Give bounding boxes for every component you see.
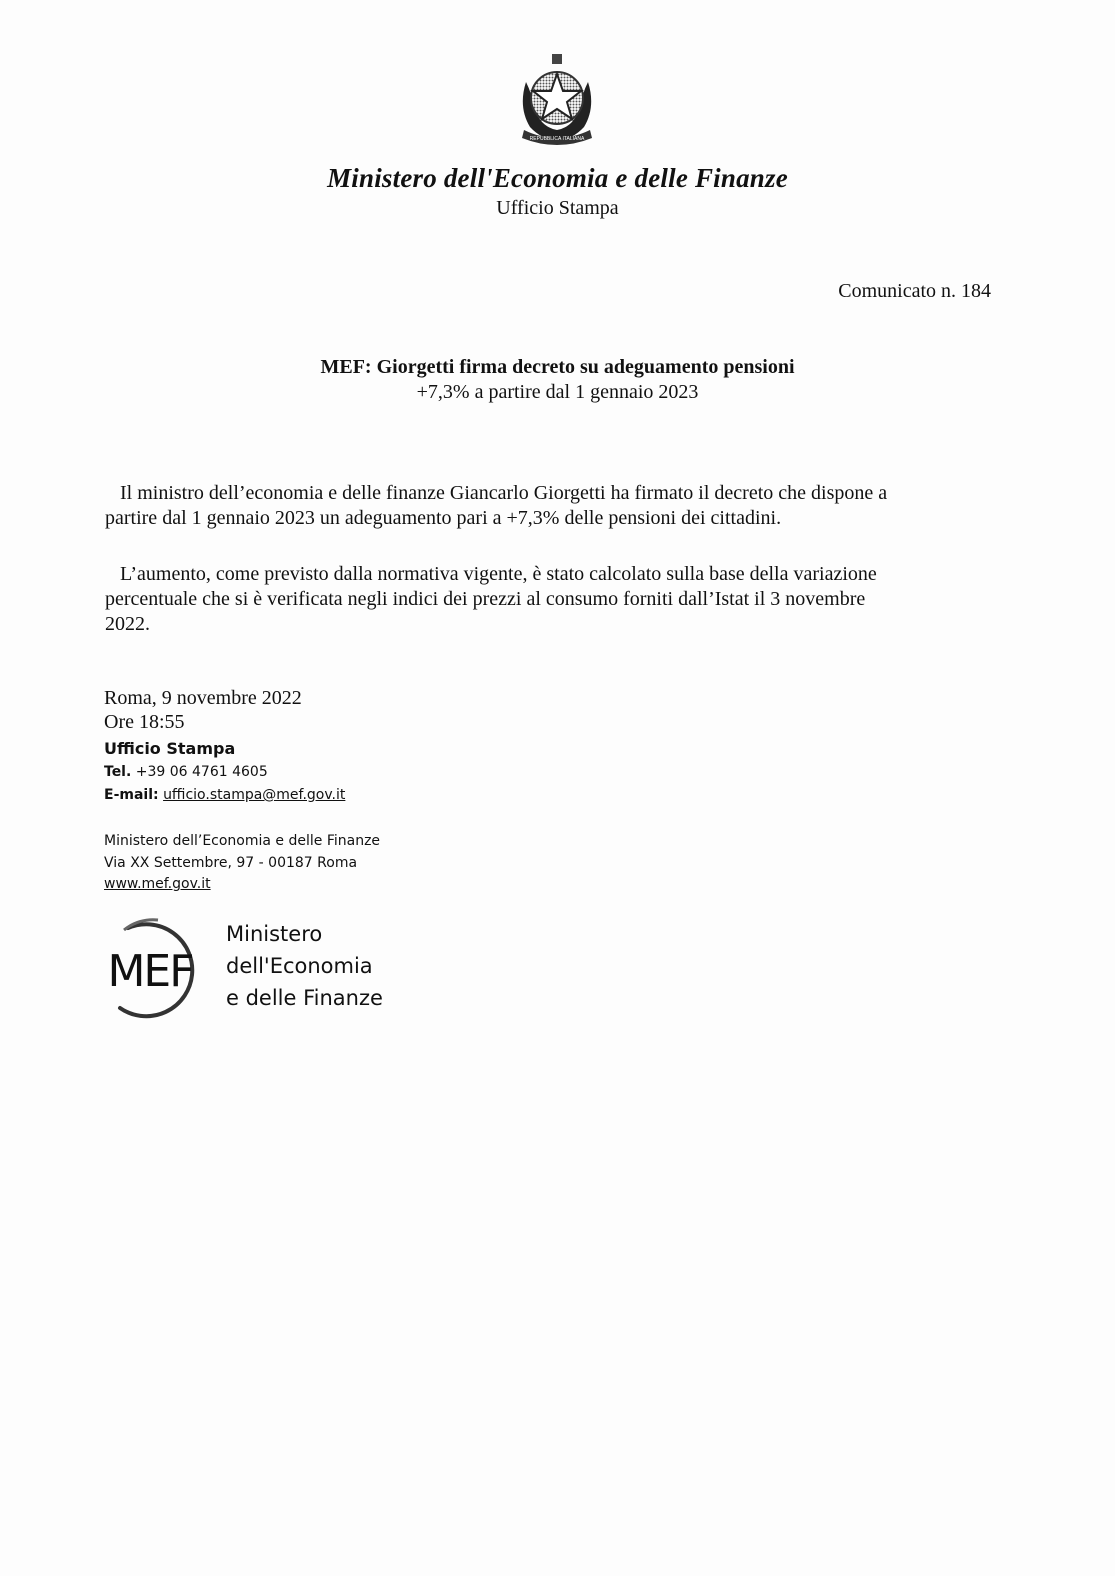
- mef-acronym: MEF: [107, 946, 193, 997]
- headline: MEF: Giorgetti firma decreto su adeguamento pensioni: [320, 356, 795, 378]
- emblem-ribbon-text: REPUBBLICA ITALIANA: [529, 136, 585, 142]
- paragraph-line: percentuale che si è verificata negli indici dei prezzi al consumo forniti dall’Istat il 3 novembre: [105, 588, 866, 610]
- press-release-number: Comunicato n. 184: [838, 280, 991, 302]
- logo-line: dell'Economia: [226, 954, 373, 978]
- ministry-title: Ministero dell'Economia e delle Finanze: [327, 163, 788, 193]
- address-line-1: Ministero dell’Economia e delle Finanze: [104, 833, 381, 849]
- email-link[interactable]: ufficio.stampa@mef.gov.it: [163, 787, 346, 803]
- office-subtitle: Ufficio Stampa: [496, 197, 619, 219]
- subheadline: +7,3% a partire dal 1 gennaio 2023: [416, 381, 699, 403]
- telephone-label: Tel.: [104, 764, 132, 780]
- paragraph-line: Il ministro dell’economia e delle finanze Giancarlo Giorgetti ha firmato il decreto che dispone a: [120, 482, 888, 504]
- mef-logo-text: [226, 918, 383, 1014]
- paragraph-line: L’aumento, come previsto dalla normativa vigente, è stato calcolato sulla base della variazione: [120, 563, 877, 585]
- mef-logo-icon: [98, 912, 210, 1022]
- email-line: [104, 787, 345, 803]
- telephone-line: [104, 764, 268, 780]
- paragraph-line: 2022.: [105, 613, 150, 635]
- website-link[interactable]: www.mef.gov.it: [104, 876, 211, 892]
- italian-republic-emblem-icon: [512, 52, 602, 152]
- logo-line: e delle Finanze: [226, 986, 383, 1010]
- paragraph-line: partire dal 1 gennaio 2023 un adeguamento pari a +7,3% delle pensioni dei cittadini.: [105, 507, 782, 529]
- body-paragraph-2: [105, 562, 985, 637]
- release-time: Ore 18:55: [104, 711, 185, 733]
- address-line-2: Via XX Settembre, 97 - 00187 Roma: [104, 855, 358, 871]
- telephone-number: +39 06 4761 4605: [135, 764, 268, 780]
- logo-line: Ministero: [226, 922, 323, 946]
- email-label: E-mail:: [104, 787, 159, 803]
- press-office-label: Ufficio Stampa: [104, 739, 236, 758]
- body-paragraph-1: [105, 481, 985, 531]
- place-date: Roma, 9 novembre 2022: [104, 687, 302, 709]
